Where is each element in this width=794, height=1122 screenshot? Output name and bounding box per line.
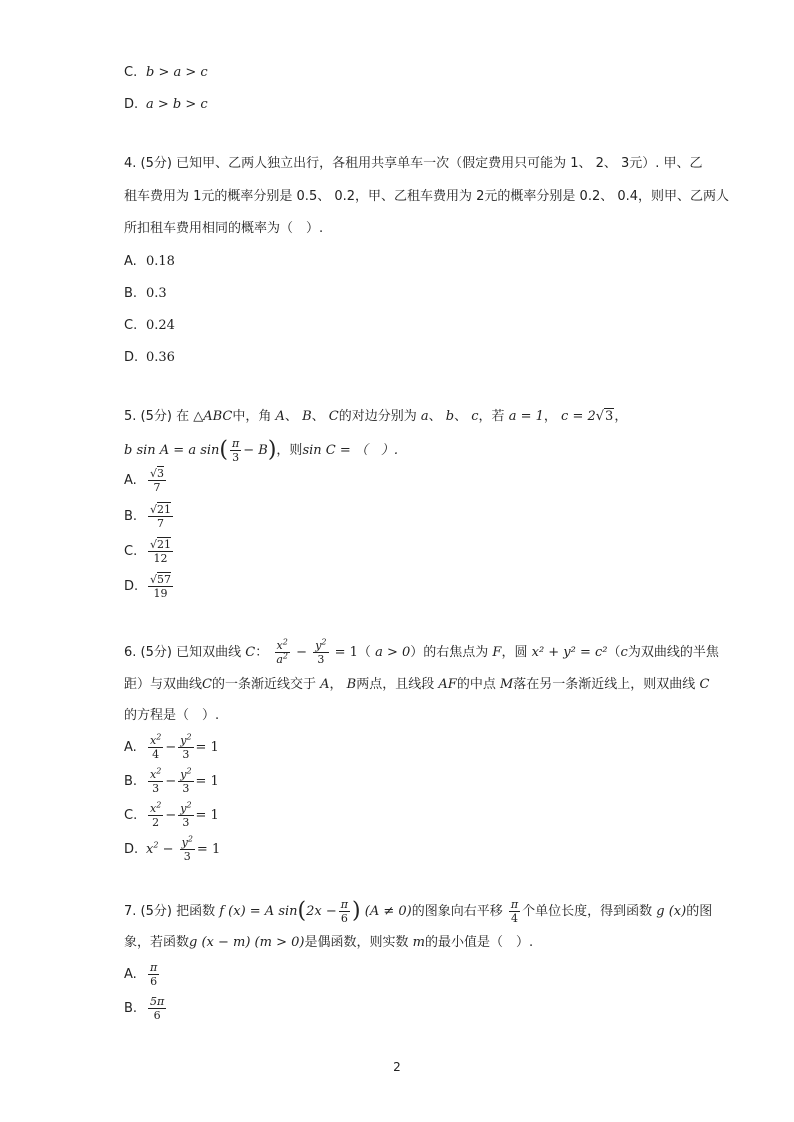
- q7-cond: (A ≠ 0): [364, 904, 412, 919]
- radicand: 3: [605, 409, 614, 424]
- q6-option-c: C. $\frac{x^2}{2}$ − $\frac{y^2}{3}$ = 1: [124, 800, 219, 829]
- q7-option-a: [124, 960, 161, 990]
- fraction: [148, 996, 166, 1021]
- frac-var: y: [315, 639, 322, 652]
- frac-den: 2: [152, 816, 160, 829]
- q5-triangle: △ABC: [193, 409, 233, 424]
- frac-den: $a^2$: [276, 651, 288, 666]
- q5-var: A: [275, 409, 285, 424]
- frac-den: 3: [182, 816, 190, 829]
- option-rhs: = 1: [195, 774, 219, 789]
- q6-text: 落在另一条渐近线上，则双曲线: [513, 677, 696, 692]
- fraction: [148, 468, 166, 493]
- q6-text: ）的右焦点为: [410, 645, 489, 660]
- frac-den: 6: [153, 1009, 161, 1022]
- q4-text-line2: 租车费用为 1元的概率分别是 0.5、 0.2，甲、乙租车费用为 2元的概率分别是 0.2、 0.4，则甲、乙两人: [124, 189, 730, 204]
- q6-var: c: [620, 645, 628, 660]
- q5-var: c: [471, 409, 479, 424]
- q6-eq: = 1（: [334, 645, 371, 660]
- option-text: b > a > c: [146, 65, 208, 80]
- frac-den: 3: [182, 782, 190, 795]
- fraction: [148, 766, 163, 795]
- fraction: [148, 732, 163, 761]
- option-letter: C.: [124, 808, 138, 823]
- q4-option-d: [124, 349, 175, 367]
- option-letter: A.: [124, 967, 137, 982]
- q6-eq: x² + y² = c²: [531, 645, 608, 660]
- fraction: [313, 637, 328, 666]
- q4-text-line3: 所扣租车费用相同的概率为（ ）.: [124, 221, 324, 236]
- option-letter: C.: [124, 65, 138, 80]
- q6-text: 为双曲线的半焦: [627, 645, 719, 660]
- fraction: [178, 800, 193, 829]
- q6-var: M: [499, 677, 514, 692]
- q6-text: 距）与双曲线: [124, 677, 203, 692]
- radicand: 21: [157, 538, 172, 551]
- q5-text: ，则: [276, 443, 303, 458]
- q5-text: 的对边分别为: [338, 409, 417, 424]
- q7-eq: 2x −: [306, 904, 337, 919]
- frac-den: 7: [153, 481, 161, 494]
- frac-var: a: [276, 653, 283, 666]
- option-letter: B.: [124, 1001, 138, 1016]
- q5-prefix: 5. (5分) 在: [124, 409, 190, 424]
- frac-num: $y^2$: [315, 637, 327, 652]
- q6-var: B: [346, 677, 357, 692]
- q6-var: A: [320, 677, 330, 692]
- q6-text: ，: [329, 677, 343, 692]
- frac-num: π: [510, 898, 519, 911]
- fraction: [509, 899, 520, 924]
- frac-den: 3: [152, 782, 160, 795]
- frac-var: x: [276, 639, 283, 652]
- q6-var: C: [245, 645, 256, 660]
- option-letter: B.: [124, 286, 138, 301]
- page-number: 2: [393, 1060, 401, 1074]
- frac-num: $y^2$: [180, 732, 192, 747]
- q6-text: 的中点: [456, 677, 496, 692]
- q5-var: C: [328, 409, 339, 424]
- frac-num: 5π: [150, 995, 165, 1008]
- radicand: 57: [157, 573, 172, 586]
- option-letter: A.: [124, 740, 137, 755]
- q5-eq: a = 1: [508, 409, 544, 424]
- q5-var: B: [302, 409, 312, 424]
- frac-den: 12: [153, 552, 168, 565]
- frac-den: 4: [510, 912, 518, 925]
- q5-text: 中，角: [232, 409, 272, 424]
- q6-colon: ：: [255, 645, 269, 660]
- q6-text: 的一条渐近线交于: [211, 677, 316, 692]
- frac-num: $y^2$: [180, 800, 192, 815]
- q4-option-a: [124, 253, 175, 271]
- q7-eq: g (x − m) (m > 0): [189, 935, 305, 950]
- fraction: [178, 766, 193, 795]
- option-letter: D.: [124, 350, 139, 365]
- frac-den: 3: [182, 748, 190, 761]
- q5-comma: ，: [543, 409, 557, 424]
- q6-prefix: 6. (5分) 已知双曲线: [124, 645, 242, 660]
- q5-text-line1: 5. (5分) 在 △ABC中，角 A、 B、 C的对边分别为 a、 b、 c，若 a = 1， c = 2√3，: [124, 409, 628, 424]
- q6-text-line1: 6. (5分) 已知双曲线 C： $\frac{x^2}{a^2}$ − $\frac{y^2}{3}$ = 1（ a > 0）的右焦点为 F，圆 x² + y² = c²（c为双曲线的半焦: [124, 637, 719, 666]
- frac-den: 7: [157, 517, 164, 530]
- q5-option-a: [124, 466, 168, 496]
- option-rhs: = 1: [195, 740, 219, 755]
- option-letter: C.: [124, 544, 138, 559]
- q5-text: ，若: [478, 409, 505, 424]
- q4-option-b: [124, 285, 167, 303]
- frac-num: √57: [150, 573, 172, 586]
- q4-option-c: [124, 317, 175, 335]
- frac-num: $y^2$: [181, 834, 193, 849]
- q6-var: C: [699, 677, 710, 692]
- frac-den: 4: [152, 748, 160, 761]
- option-text: 0.24: [146, 318, 175, 333]
- frac-num: $x^2$: [150, 732, 162, 747]
- frac-den: 3: [317, 653, 325, 666]
- frac-num: π: [232, 437, 240, 450]
- q7-prefix: 7. (5分) 把函数: [124, 904, 216, 919]
- q6-text: ，圆: [501, 645, 528, 660]
- option-letter: D.: [124, 97, 139, 112]
- q7-text-line2: [124, 934, 533, 952]
- q7-var: m: [412, 935, 425, 950]
- fraction: [148, 504, 173, 529]
- frac-num: π: [340, 898, 349, 911]
- q7-text: 是偶函数，则实数: [304, 935, 409, 950]
- q6-text-line2: [124, 676, 709, 694]
- option-text: 0.36: [146, 350, 175, 365]
- sqrt: √3: [595, 409, 614, 424]
- frac-den: 19: [153, 587, 168, 600]
- q5-eq: − B: [243, 443, 268, 458]
- fraction: [148, 962, 159, 987]
- frac-num: √21: [150, 538, 172, 551]
- option-letter: B.: [124, 509, 138, 524]
- q5-eq: b sin A = a sin: [124, 443, 220, 458]
- q6-text-line3: 的方程是（ ）.: [124, 708, 220, 723]
- frac-num: $x^2$: [276, 637, 288, 652]
- q3-option-c: [124, 64, 208, 82]
- q6-cond: a > 0: [375, 645, 411, 660]
- q6-var: F: [492, 645, 502, 660]
- frac-num: π: [150, 961, 158, 974]
- q7-text-line1: 7. (5分) 把函数 f (x) = A sin(2x − $\frac{\pi}{6}$ ) (A ≠ 0)的图象向右平移 $\frac{\pi}{4}$ 个单位长度，得到函数 g (x)的图: [124, 898, 713, 925]
- frac-num: √3: [150, 467, 165, 480]
- radicand: 3: [157, 467, 165, 480]
- fraction: [230, 438, 241, 463]
- q7-text: 的图: [686, 904, 713, 919]
- fraction: [178, 732, 193, 761]
- option-letter: D.: [124, 842, 139, 857]
- option-text: a > b > c: [146, 97, 208, 112]
- q3-option-d: [124, 96, 208, 114]
- option-text: 0.18: [146, 254, 175, 269]
- q7-text: 的最小值是（ ）.: [424, 935, 534, 950]
- q7-text: 的图象向右平移: [411, 904, 503, 919]
- q7-eq: f (x) = A sin: [219, 904, 298, 919]
- fraction: [339, 899, 350, 924]
- q6-text: 两点，且线段: [356, 677, 435, 692]
- q5-option-c: [124, 537, 175, 567]
- q7-text: 个单位长度，得到函数: [522, 904, 653, 919]
- frac-num: $x^2$: [150, 766, 162, 781]
- q7-eq: g (x): [656, 904, 687, 919]
- q7-text: 象，若函数: [124, 935, 190, 950]
- q5-text-line2: b sin A = a sin( $\frac{\pi}{3}$ − B)，则sin C = （ ）.: [124, 437, 399, 464]
- frac-num: $x^2$: [150, 800, 162, 815]
- q7-option-b: [124, 994, 168, 1024]
- q6-option-d: D. $x^2$ − $\frac{y^2}{3}$ = 1: [124, 834, 221, 863]
- option-letter: D.: [124, 579, 139, 594]
- radicand: 21: [157, 503, 172, 516]
- frac-num: √21: [150, 503, 172, 516]
- q6-option-b: B. $\frac{x^2}{3}$ − $\frac{y^2}{3}$ = 1: [124, 766, 219, 795]
- q6-var: C: [202, 677, 212, 692]
- q5-option-b: [124, 502, 175, 532]
- option-rhs: = 1: [196, 842, 221, 857]
- option-letter: C.: [124, 318, 138, 333]
- fraction: [274, 637, 290, 666]
- option-rhs: = 1: [195, 808, 219, 823]
- frac-den: 6: [150, 975, 158, 988]
- frac-den: 3: [232, 451, 240, 464]
- q6-var: AF: [438, 677, 457, 692]
- q5-var: a: [420, 409, 429, 424]
- frac-den: 6: [340, 912, 348, 925]
- q5-comma: ，: [614, 409, 628, 424]
- q5-option-d: [124, 572, 175, 602]
- q6-option-a: A. $\frac{x^2}{4}$ − $\frac{y^2}{3}$ = 1: [124, 732, 219, 761]
- fraction: [148, 539, 173, 564]
- option-text: 0.3: [146, 286, 167, 301]
- fraction: [148, 574, 173, 599]
- fraction: [148, 800, 163, 829]
- q5-eq: sin C = （ ）.: [302, 443, 399, 458]
- option-letter: A.: [124, 473, 137, 488]
- q5-var: b: [445, 409, 455, 424]
- q4-text-line1: 4. (5分) 已知甲、乙两人独立出行，各租用共享单车一次（假定费用只可能为 1、 2、 3元）. 甲、乙: [124, 156, 703, 171]
- q6-text: （: [607, 645, 621, 660]
- option-x2: $x^2$: [146, 840, 159, 857]
- option-letter: A.: [124, 254, 137, 269]
- frac-den: 3: [183, 850, 191, 863]
- q5-eq: c = 2: [561, 409, 596, 424]
- frac-num: $y^2$: [180, 766, 192, 781]
- fraction: [180, 834, 195, 863]
- option-letter: B.: [124, 774, 138, 789]
